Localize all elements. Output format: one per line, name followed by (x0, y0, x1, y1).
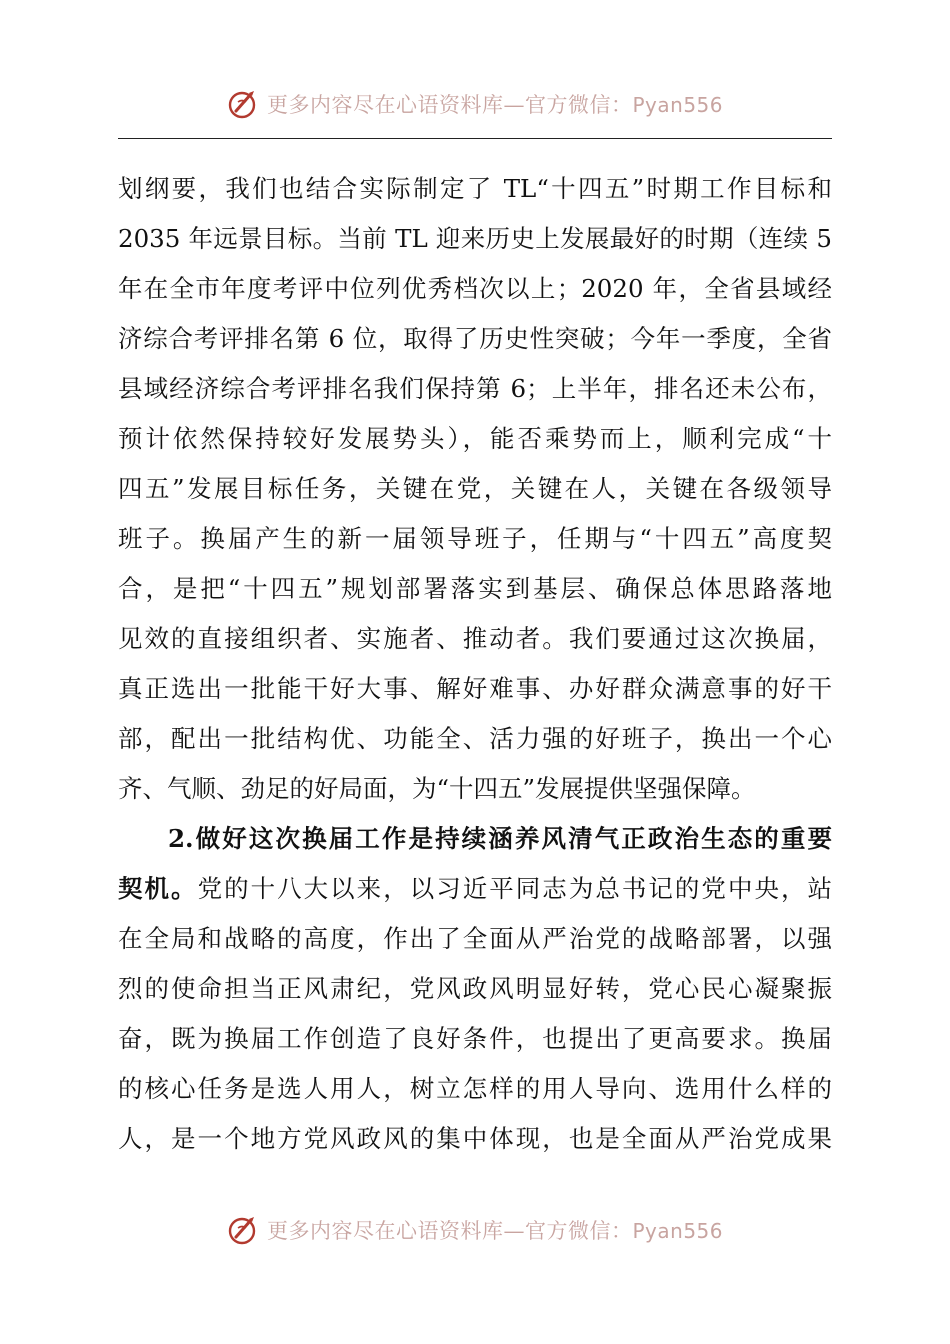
body-line: 的核心任务是选人用人，树立怎样的用人导向、选用什么样的 (118, 1074, 832, 1103)
section-heading: 2.做好这次换届工作是持续涵养风清气正政治生态的重要 (168, 824, 832, 853)
body-line: 部，配出一批结构优、功能全、活力强的好班子，换出一个心 (118, 724, 832, 753)
header-divider (118, 138, 832, 139)
document-body (118, 164, 832, 1164)
body-line: 真正选出一批能干好大事、解好难事、办好群众满意事的好干 (118, 674, 832, 703)
footer-brand-id: Pyan556 (632, 1219, 723, 1243)
body-line: 在全局和战略的高度，作出了全面从严治党的战略部署，以强 (118, 924, 832, 953)
body-line: 见效的直接组织者、实施者、推动者。我们要通过这次换届， (118, 624, 832, 653)
footer-brand-text: 更多内容尽在心语资料库—官方微信：Pyan556 (266, 1219, 723, 1243)
body-line: 年在全市年度考评中位列优秀档次以上；2020 年，全省县域经 (118, 274, 832, 303)
body-line: 烈的使命担当正风肃纪，党风政风明显好转，党心民心凝聚振 (118, 974, 832, 1003)
header-brand-text: 更多内容尽在心语资料库—官方微信：Pyan556 (266, 93, 723, 117)
footer-watermark (0, 1208, 950, 1252)
heading-keyword: 契机。 (118, 874, 198, 903)
body-line: 预计依然保持较好发展势头），能否乘势而上，顺利完成“十 (118, 424, 832, 453)
body-line: 班子。换届产生的新一届领导班子，任期与“十四五”高度契 (118, 524, 832, 553)
body-line: 划纲要，我们也结合实际制定了 TL“十四五”时期工作目标和 (118, 174, 832, 203)
body-line: 奋，既为换届工作创造了良好条件，也提出了更高要求。换届 (118, 1024, 832, 1053)
body-line: 2035 年远景目标。当前 TL 迎来历史上发展最好的时期（连续 5 (118, 224, 832, 253)
header-watermark (0, 82, 950, 126)
body-line: 合，是把“十四五”规划部署落实到基层、确保总体思路落地 (118, 574, 832, 603)
pen-circle-logo-icon (227, 88, 259, 120)
body-line: 县域经济综合考评排名我们保持第 6；上半年，排名还未公布， (118, 374, 832, 403)
header-brand-id: Pyan556 (632, 93, 723, 117)
body-line: 济综合考评排名第 6 位，取得了历史性突破；今年一季度，全省 (118, 324, 832, 353)
heading-rest: 党的十八大以来，以习近平同志为总书记的党中央，站 (197, 874, 832, 903)
pen-circle-logo-icon (227, 1214, 259, 1246)
body-line: 人，是一个地方党风政风的集中体现，也是全面从严治党成果 (118, 1124, 832, 1153)
body-line: 四五”发展目标任务，关键在党，关键在人，关键在各级领导 (118, 474, 832, 503)
body-line: 齐、气顺、劲足的好局面，为“十四五”发展提供坚强保障。 (118, 774, 756, 803)
section-heading-continuation (118, 864, 832, 914)
